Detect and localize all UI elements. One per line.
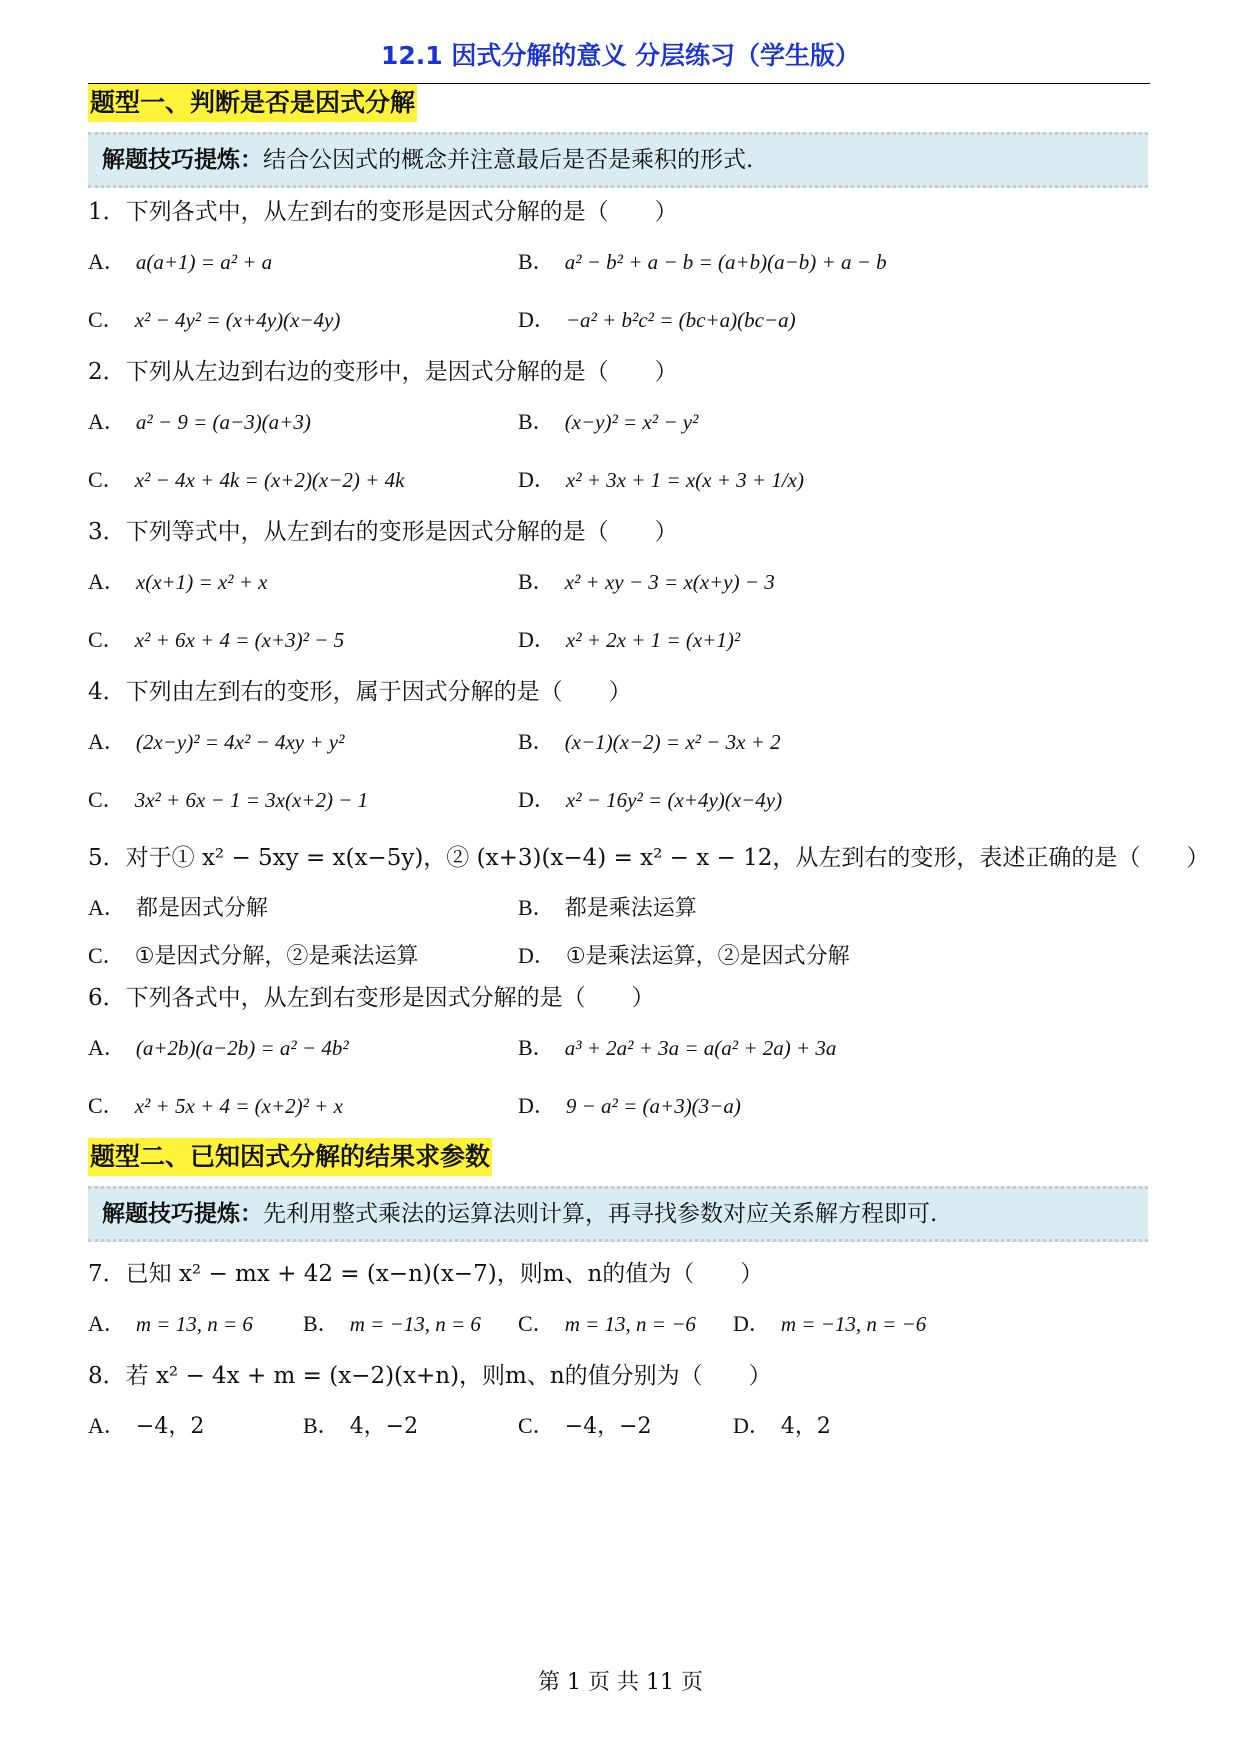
q1-option-d[interactable]: D． −a² + b²c² = (bc+a)(bc−a) — [518, 307, 796, 332]
q6-option-a[interactable]: A． (a+2b)(a−2b) = a² − 4b² — [88, 1035, 349, 1060]
tips-text: 结合公因式的概念并注意最后是否是乘积的形式. — [263, 147, 754, 173]
page-title: 12.1 因式分解的意义 分层练习（学生版） — [380, 41, 861, 70]
question-7: 7．已知 x² − mx + 42 = (x−n)(x−7)，则m、n的值为（ ） — [88, 1261, 764, 1287]
question-4: 4．下列由左到右的变形，属于因式分解的是（ ） — [88, 679, 632, 705]
q5-option-a[interactable]: A． 都是因式分解 — [88, 895, 268, 921]
q2-option-a[interactable]: A． a² − 9 = (a−3)(a+3) — [88, 409, 311, 434]
q7-option-a[interactable]: A． m = 13, n = 6 — [88, 1311, 253, 1336]
q7-option-c[interactable]: C． m = 13, n = −6 — [518, 1311, 696, 1336]
q7-option-d[interactable]: D． m = −13, n = −6 — [733, 1311, 927, 1336]
q5-option-c[interactable]: C． ①是因式分解，②是乘法运算 — [88, 943, 419, 969]
q4-option-d[interactable]: D． x² − 16y² = (x+4y)(x−4y) — [518, 787, 783, 812]
q8-option-a[interactable]: A． −4，2 — [88, 1413, 205, 1439]
tips-text: 先利用整式乘法的运算法则计算，再寻找参数对应关系解方程即可. — [263, 1201, 938, 1227]
question-6: 6．下列各式中，从左到右变形是因式分解的是（ ） — [88, 985, 655, 1011]
q3-option-d[interactable]: D． x² + 2x + 1 = (x+1)² — [518, 627, 741, 652]
q6-option-b[interactable]: B． a³ + 2a² + 3a = a(a² + 2a) + 3a — [518, 1035, 837, 1060]
tips-label: 解题技巧提炼： — [102, 147, 263, 173]
q6-option-d[interactable]: D． 9 − a² = (a+3)(3−a) — [518, 1093, 741, 1118]
q3-option-a[interactable]: A． x(x+1) = x² + x — [88, 569, 268, 594]
q8-option-b[interactable]: B． 4，−2 — [303, 1413, 419, 1439]
q8-option-c[interactable]: C． −4，−2 — [518, 1413, 652, 1439]
q8-option-d[interactable]: D． 4，2 — [733, 1413, 831, 1439]
q4-option-b[interactable]: B． (x−1)(x−2) = x² − 3x + 2 — [518, 729, 781, 754]
section-heading-2: 题型二、已知因式分解的结果求参数 — [88, 1138, 492, 1176]
q2-option-d[interactable]: D． x² + 3x + 1 = x(x + 3 + 1/x) — [518, 467, 804, 492]
tips-box-1 — [88, 132, 1148, 188]
q1-option-a[interactable]: A． a(a+1) = a² + a — [88, 249, 273, 274]
q6-option-c[interactable]: C． x² + 5x + 4 = (x+2)² + x — [88, 1093, 343, 1118]
q1-option-c[interactable]: C． x² − 4y² = (x+4y)(x−4y) — [88, 307, 341, 332]
page-footer: 第 1 页 共 11 页 — [538, 1670, 703, 1695]
tips-box-2 — [88, 1186, 1148, 1242]
question-1: 1．下列各式中，从左到右的变形是因式分解的是（ ） — [88, 199, 678, 225]
q5-option-d[interactable]: D． ①是乘法运算，②是因式分解 — [518, 943, 850, 969]
section-heading-1: 题型一、判断是否是因式分解 — [88, 84, 417, 122]
q1-option-b[interactable]: B． a² − b² + a − b = (a+b)(a−b) + a − b — [518, 249, 887, 274]
q3-option-c[interactable]: C． x² + 6x + 4 = (x+3)² − 5 — [88, 627, 345, 652]
q4-option-a[interactable]: A． (2x−y)² = 4x² − 4xy + y² — [88, 729, 345, 754]
q3-option-b[interactable]: B． x² + xy − 3 = x(x+y) − 3 — [518, 569, 775, 594]
question-8: 8．若 x² − 4x + m = (x−2)(x+n)，则m、n的值分别为（ ） — [88, 1363, 772, 1389]
q4-option-c[interactable]: C． 3x² + 6x − 1 = 3x(x+2) − 1 — [88, 787, 369, 812]
tips-label: 解题技巧提炼： — [102, 1201, 263, 1227]
question-5: 5．对于① x² − 5xy = x(x−5y)，② (x+3)(x−4) = x² − x − 12，从左到右的变形，表述正确的是（ ） — [88, 845, 1210, 871]
q5-option-b[interactable]: B． 都是乘法运算 — [518, 895, 697, 921]
q2-option-b[interactable]: B． (x−y)² = x² − y² — [518, 409, 699, 434]
question-3: 3．下列等式中，从左到右的变形是因式分解的是（ ） — [88, 519, 678, 545]
question-2: 2．下列从左边到右边的变形中，是因式分解的是（ ） — [88, 359, 678, 385]
q7-option-b[interactable]: B． m = −13, n = 6 — [303, 1311, 481, 1336]
q2-option-c[interactable]: C． x² − 4x + 4k = (x+2)(x−2) + 4k — [88, 467, 405, 492]
